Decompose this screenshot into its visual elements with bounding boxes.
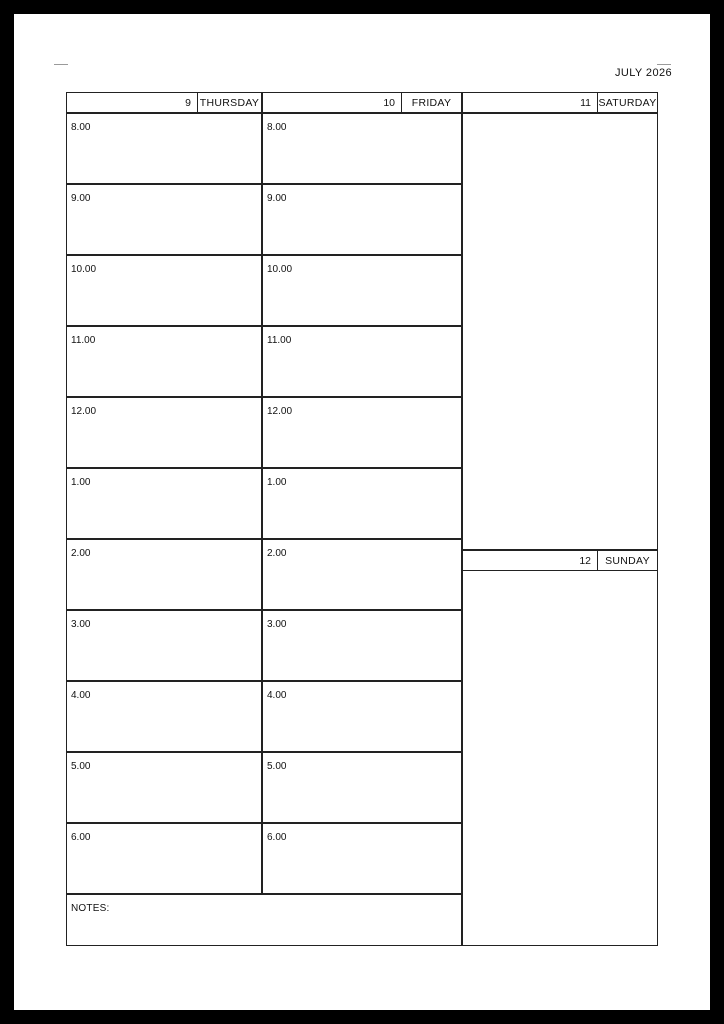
- hour-cell-friday-6[interactable]: [262, 823, 462, 894]
- hour-label: 9.00: [71, 193, 91, 204]
- hour-label: 4.00: [71, 690, 91, 701]
- column-header-saturday: [462, 92, 658, 113]
- hour-cell-friday-3[interactable]: [262, 610, 462, 681]
- hour-cell-friday-11[interactable]: [262, 326, 462, 397]
- hour-cell-thursday-8[interactable]: [66, 113, 262, 184]
- hour-label: 2.00: [71, 548, 91, 559]
- date-number-saturday: 11: [580, 96, 591, 109]
- hour-cell-friday-12[interactable]: [262, 397, 462, 468]
- hour-cell-friday-1[interactable]: [262, 468, 462, 539]
- date-number-thursday: 9: [185, 96, 191, 109]
- hour-cell-friday-8[interactable]: [262, 113, 462, 184]
- date-number-sunday: 12: [579, 554, 591, 567]
- hour-label: 1.00: [267, 477, 287, 488]
- hour-cell-thursday-4[interactable]: [66, 681, 262, 752]
- hour-label: 12.00: [71, 406, 97, 417]
- hour-label: 5.00: [71, 761, 91, 772]
- hour-cell-thursday-11[interactable]: [66, 326, 262, 397]
- column-header-friday: [262, 92, 462, 113]
- hour-cell-friday-10[interactable]: [262, 255, 462, 326]
- hour-label: 1.00: [71, 477, 91, 488]
- week-grid: [66, 92, 658, 946]
- hour-cell-thursday-5[interactable]: [66, 752, 262, 823]
- hour-cell-thursday-2[interactable]: [66, 539, 262, 610]
- hour-cell-thursday-10[interactable]: [66, 255, 262, 326]
- hour-cell-friday-4[interactable]: [262, 681, 462, 752]
- hour-cell-thursday-12[interactable]: [66, 397, 262, 468]
- hour-cell-thursday-6[interactable]: [66, 823, 262, 894]
- corner-tick-right-icon: [657, 64, 671, 65]
- hour-label: 8.00: [267, 122, 287, 133]
- hour-label: 8.00: [71, 122, 91, 133]
- hour-label: 6.00: [71, 832, 91, 843]
- hour-cell-thursday-3[interactable]: [66, 610, 262, 681]
- notes-cell[interactable]: [66, 894, 462, 946]
- notes-label: NOTES:: [71, 903, 110, 914]
- hour-label: 2.00: [267, 548, 287, 559]
- date-number-friday: 10: [383, 96, 395, 109]
- day-block-sunday[interactable]: [462, 550, 658, 946]
- day-name-sunday: SUNDAY: [605, 554, 650, 567]
- hour-label: 11.00: [267, 335, 292, 346]
- hour-label: 3.00: [267, 619, 287, 630]
- hour-cell-friday-2[interactable]: [262, 539, 462, 610]
- planner-sheet: [14, 14, 710, 1010]
- hour-label: 12.00: [267, 406, 293, 417]
- column-header-thursday: [66, 92, 262, 113]
- hour-label: 9.00: [267, 193, 287, 204]
- hour-label: 10.00: [71, 264, 97, 275]
- hour-cell-thursday-1[interactable]: [66, 468, 262, 539]
- day-name-saturday: SATURDAY: [598, 96, 657, 109]
- month-year-label: JULY 2026: [614, 67, 672, 79]
- planner-page: [14, 14, 710, 1010]
- hour-label: 4.00: [267, 690, 287, 701]
- column-header-sunday: [462, 550, 658, 571]
- corner-tick-left-icon: [54, 64, 68, 65]
- day-block-saturday[interactable]: [462, 113, 658, 550]
- hour-label: 6.00: [267, 832, 287, 843]
- hour-cell-thursday-9[interactable]: [66, 184, 262, 255]
- hour-label: 10.00: [267, 264, 293, 275]
- day-name-thursday: THURSDAY: [199, 96, 260, 109]
- day-name-friday: FRIDAY: [411, 96, 452, 109]
- hour-label: 5.00: [267, 761, 287, 772]
- hour-cell-friday-9[interactable]: [262, 184, 462, 255]
- hour-label: 3.00: [71, 619, 91, 630]
- hour-label: 11.00: [71, 335, 96, 346]
- hour-cell-friday-5[interactable]: [262, 752, 462, 823]
